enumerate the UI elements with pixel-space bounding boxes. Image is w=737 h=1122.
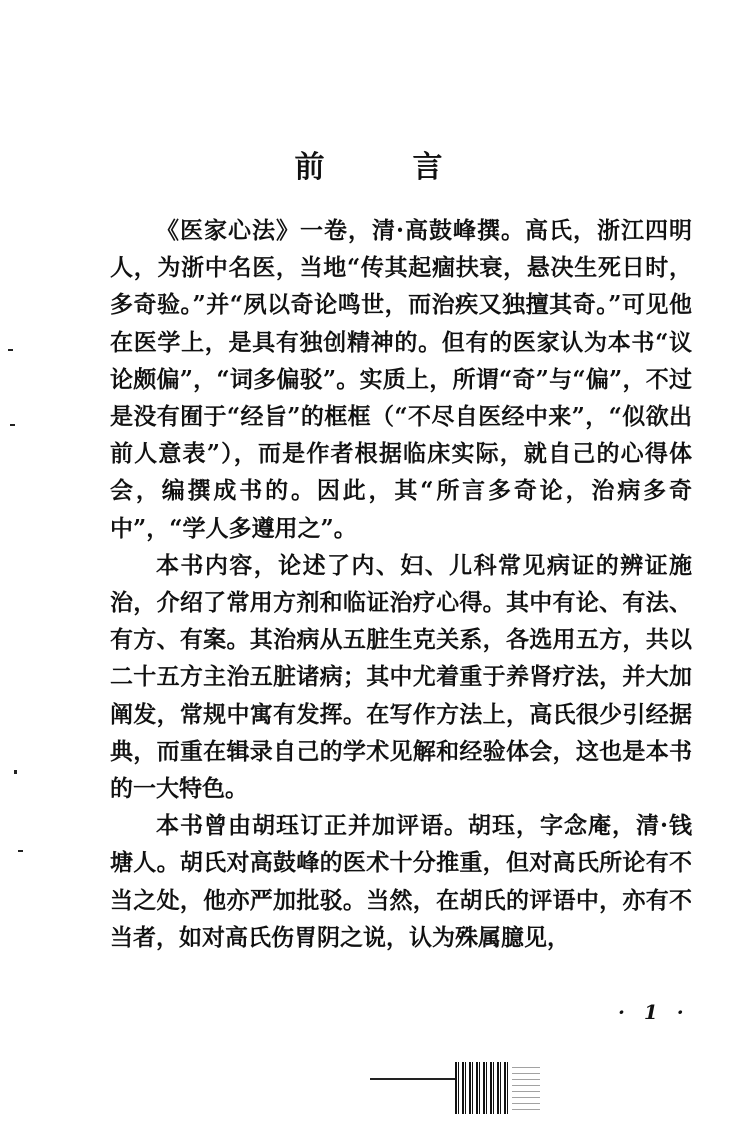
scan-mark	[10, 424, 15, 426]
footer-rule	[370, 1078, 462, 1080]
scan-dots	[512, 1066, 540, 1110]
scan-barcode	[455, 1062, 509, 1114]
paragraph-3: 本书曾由胡珏订正并加评语。胡珏，字念庵，清·钱塘人。胡氏对高鼓峰的医术十分推重，但对高氏所论有不当之处，他亦严加批驳。当然，在胡氏的评语中，亦有不当者，如对高氏伤胃阴之说，认为殊属臆见，	[110, 812, 692, 951]
paragraph-2: 本书内容，论述了内、妇、儿科常见病证的辨证施治，介绍了常用方剂和临证治疗心得。其中有论、有法、有方、有案。其治病从五脏生克关系，各选用五方，共以二十五方主治五脏诸病；其中尤着重于养肾疗法，并大加阐发，常规中寓有发挥。在写作方法上，高氏很少引经据典，而重在辑录自己的学术见解和经验体会，这也是本书的一大特色。	[110, 551, 692, 803]
title-char-2: 言	[412, 150, 443, 185]
page-number: · 1 ·	[618, 1000, 690, 1024]
scan-mark	[8, 349, 13, 351]
scan-mark	[14, 770, 17, 774]
page-title	[0, 142, 737, 186]
title-char-1: 前	[294, 150, 325, 185]
paragraph-1: 《医家心法》一卷，清·高鼓峰撰。高氏，浙江四明人，为浙中名医，当地“传其起痼扶衰，悬决生死日时，多奇验。”并“夙以奇论鸣世，而治疾又独擅其奇。”可见他在医学上，是具有独创精神的。但有的医家认为本书“议论颇偏”，“词多偏驳”。实质上，所谓“奇”与“偏”，不过是没有囿于“经旨”的框框（“不尽自医经中来”，“似欲出前人意表”），而是作者根据临床实际，就自己的心得体会，编撰成书的。因此，其“所言多奇论，治病多奇中”，“学人多遵用之”。	[110, 217, 692, 542]
preface-body	[110, 212, 692, 956]
scan-mark	[18, 850, 23, 852]
